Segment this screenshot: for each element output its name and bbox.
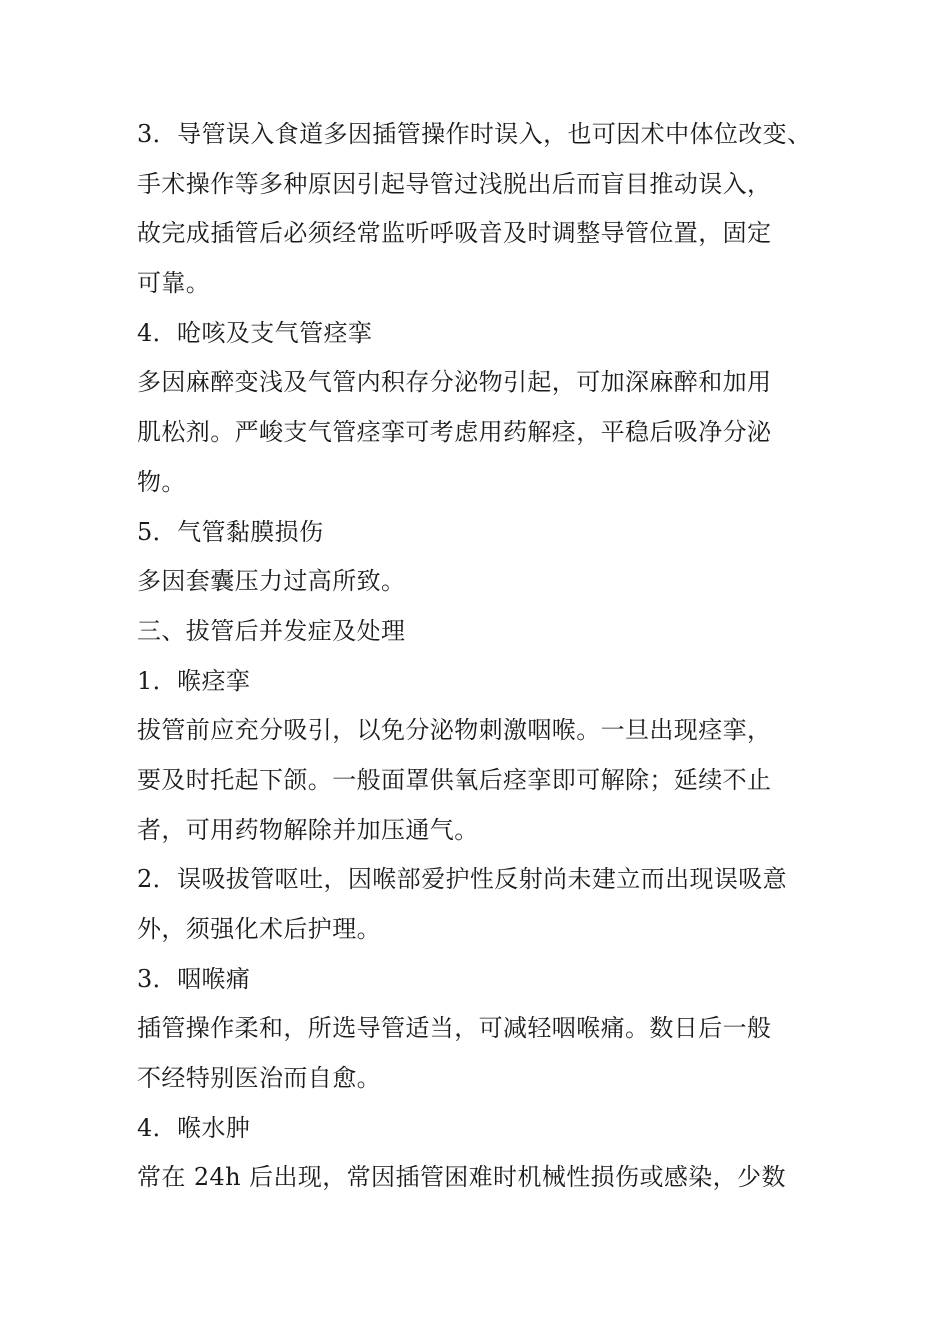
text-line: 常在 24h 后出现，常因插管困难时机械性损伤或感染，少数 bbox=[137, 1163, 786, 1192]
text-line: 可靠。 bbox=[137, 269, 211, 298]
chapter-heading: 三、拔管后并发症及处理 bbox=[137, 616, 406, 645]
text-line: 多因套囊压力过高所致。 bbox=[137, 567, 406, 596]
text-line: 不经特别医治而自愈。 bbox=[137, 1064, 381, 1093]
document-body bbox=[137, 110, 837, 1203]
text-line: 外，须强化术后护理。 bbox=[137, 915, 381, 943]
section-heading: 3．咽喉痛 bbox=[137, 964, 251, 993]
text-line: 3．导管误入食道多因插管操作时误入，也可因术中体位改变、 bbox=[137, 120, 812, 148]
text-line: 故完成插管后必须经常监听呼吸音及时调整导管位置，固定 bbox=[137, 219, 772, 248]
text-line: 肌松剂。严峻支气管痉挛可考虑用药解痉，平稳后吸净分泌 bbox=[137, 418, 772, 447]
text-line: 者，可用药物解除并加压通气。 bbox=[137, 815, 479, 844]
text-line: 物。 bbox=[137, 467, 186, 496]
section-heading: 5．气管黏膜损伤 bbox=[137, 517, 324, 546]
text-line: 拔管前应充分吸引，以免分泌物刺激咽喉。一旦出现痉挛， bbox=[137, 716, 772, 745]
section-heading: 4．呛咳及支气管痉挛 bbox=[137, 318, 373, 347]
text-line: 多因麻醉变浅及气管内积存分泌物引起，可加深麻醉和加用 bbox=[137, 368, 772, 397]
section-heading: 1．喉痉挛 bbox=[137, 666, 251, 695]
section-heading: 4．喉水肿 bbox=[137, 1113, 251, 1142]
text-line: 插管操作柔和，所选导管适当，可减轻咽喉痛。数日后一般 bbox=[137, 1014, 772, 1043]
section-heading: 2．误吸拔管呕吐，因喉部爱护性反射尚未建立而出现误吸意 bbox=[137, 865, 788, 894]
text-line: 要及时托起下颌。一般面罩供氧后痉挛即可解除；延续不止 bbox=[137, 765, 772, 794]
text-line: 手术操作等多种原因引起导管过浅脱出后而盲目推动误入， bbox=[137, 169, 772, 198]
